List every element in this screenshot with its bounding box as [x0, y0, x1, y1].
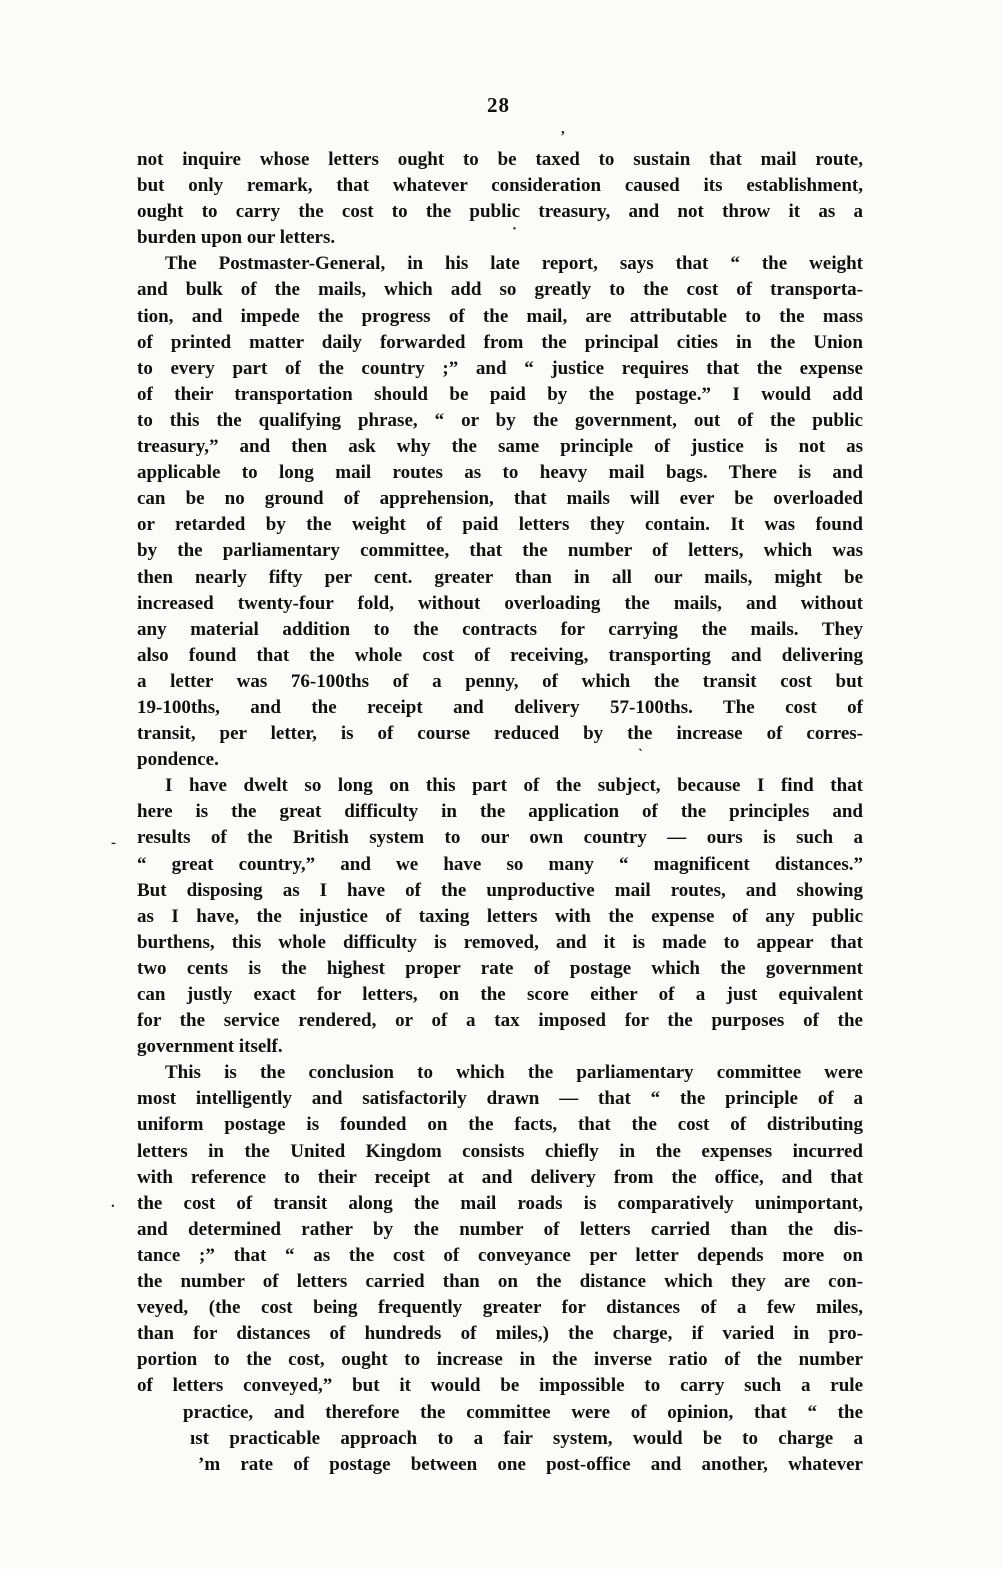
- text-line: I have dwelt so long on this part of the subject, because I find that: [165, 775, 863, 797]
- text-line: ’m rate of postage between one post-office and another, whatever: [198, 1453, 863, 1475]
- text-line: government itself.: [137, 1036, 283, 1058]
- text-line: to every part of the country ;” and “ justice requires that the expense: [137, 357, 863, 379]
- text-line: of printed matter daily forwarded from the principal cities in the Union: [137, 331, 863, 353]
- text-line: veyed, (the cost being frequently greater for distances of a few miles,: [137, 1297, 863, 1319]
- text-line: two cents is the highest proper rate of postage which the government: [137, 957, 863, 979]
- text-line: can be no ground of apprehension, that mails will ever be overloaded: [137, 488, 863, 510]
- text-line: most intelligently and satisfactorily drawn — that “ the principle of a: [137, 1088, 863, 1110]
- text-line: and determined rather by the number of letters carried than the dis-: [137, 1218, 863, 1240]
- scan-artifact-mark: ,: [561, 121, 565, 137]
- text-line: burthens, this whole difficulty is removed, and it is made to appear that: [137, 931, 863, 953]
- text-line: tion, and impede the progress of the mail, are attributable to the mass: [137, 305, 863, 327]
- text-line: here is the great difficulty in the application of the principles and: [137, 801, 863, 823]
- text-line: the cost of transit along the mail roads is comparatively unimportant,: [137, 1192, 863, 1214]
- text-line: with reference to their receipt at and delivery from the office, and that: [137, 1166, 863, 1188]
- text-line: ought to carry the cost to the public treasury, and not throw it as a: [137, 201, 863, 223]
- text-line: to this the qualifying phrase, “ or by the government, out of the public: [137, 409, 863, 431]
- text-line: “ great country,” and we have so many “ magnificent distances.”: [137, 853, 863, 875]
- text-line: practice, and therefore the committee were of opinion, that “ the: [183, 1401, 863, 1423]
- text-line: of their transportation should be paid by the postage.” I would add: [137, 383, 863, 405]
- text-line: ıst practicable approach to a fair system, would be to charge a: [190, 1427, 863, 1449]
- text-line: as I have, the injustice of taxing letters with the expense of any public: [137, 905, 863, 927]
- text-line: increased twenty-four fold, without overloading the mails, and without: [137, 592, 863, 614]
- text-line: But disposing as I have of the unproductive mail routes, and showing: [137, 879, 863, 901]
- text-line: results of the British system to our own country — ours is such a: [137, 827, 863, 849]
- text-line: tance ;” that “ as the cost of conveyance per letter depends more on: [137, 1244, 863, 1266]
- text-line: burden upon our letters.: [137, 227, 336, 249]
- text-line: applicable to long mail routes as to heavy mail bags. There is and: [137, 462, 863, 484]
- text-line: of letters conveyed,” but it would be impossible to carry such a rule: [137, 1375, 863, 1397]
- text-line: This is the conclusion to which the parliamentary committee were: [165, 1062, 863, 1084]
- text-line: the number of letters carried than on the distance which they are con-: [137, 1271, 863, 1293]
- text-line: also found that the whole cost of receiving, transporting and delivering: [137, 644, 863, 666]
- text-line: than for distances of hundreds of miles,) the charge, if varied in pro-: [137, 1323, 863, 1345]
- body-text: [137, 147, 863, 1478]
- scan-artifact-mark: -: [111, 835, 116, 851]
- text-line: letters in the United Kingdom consists chiefly in the expenses incurred: [137, 1140, 863, 1162]
- text-line: a letter was 76-100ths of a penny, of which the transit cost but: [137, 670, 863, 692]
- page-number: 28: [487, 93, 510, 117]
- text-line: pondence.: [137, 749, 219, 771]
- scan-artifact-mark: `: [638, 747, 643, 763]
- text-line: then nearly fifty per cent. greater than in all our mails, might be: [137, 566, 863, 588]
- scan-artifact-mark: .: [111, 1195, 115, 1211]
- text-line: transit, per letter, is of course reduced by the increase of corres-: [137, 723, 863, 745]
- text-line: can justly exact for letters, on the score either of a just equivalent: [137, 984, 863, 1005]
- text-line: portion to the cost, ought to increase in the inverse ratio of the number: [137, 1349, 863, 1371]
- text-line: The Postmaster-General, in his late report, says that “ the weight: [165, 253, 863, 275]
- text-line: treasury,” and then ask why the same principle of justice is not as: [137, 436, 863, 458]
- text-line: or retarded by the weight of paid letters they contain. It was found: [137, 514, 863, 536]
- text-line: 19-100ths, and the receipt and delivery 57-100ths. The cost of: [137, 696, 863, 718]
- text-line: but only remark, that whatever consideration caused its establishment,: [137, 175, 863, 197]
- text-line: not inquire whose letters ought to be taxed to sustain that mail route,: [137, 149, 863, 170]
- text-line: for the service rendered, or of a tax imposed for the purposes of the: [137, 1010, 863, 1032]
- text-line: by the parliamentary committee, that the number of letters, which was: [137, 540, 863, 562]
- text-line: any material addition to the contracts for carrying the mails. They: [137, 618, 863, 640]
- scan-artifact-mark: ·: [512, 221, 518, 237]
- text-line: and bulk of the mails, which add so greatly to the cost of transporta-: [137, 279, 863, 301]
- text-line: uniform postage is founded on the facts, that the cost of distributing: [137, 1114, 863, 1136]
